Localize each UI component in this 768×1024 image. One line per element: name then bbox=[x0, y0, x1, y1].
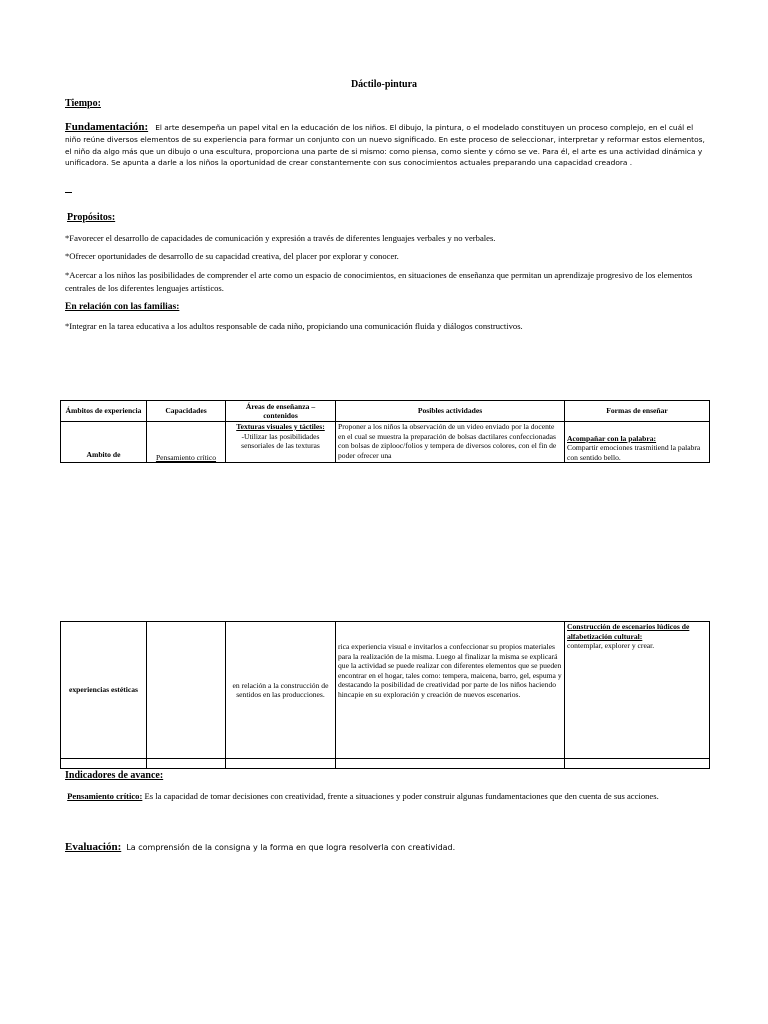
empty-cell bbox=[336, 759, 565, 769]
familias-label: En relación con las familias: bbox=[65, 302, 180, 312]
proposito-item: *Acercar a los niños las posibilidades de comprender el arte como un espacio de conocimientos, en situaciones de enseñanza que permitan un aprendizaje progresivo de los elementos centrales de los diferentes lenguajes artísticos. bbox=[65, 270, 693, 293]
propositos-label: Propósitos: bbox=[67, 212, 116, 223]
empty-cell bbox=[565, 759, 710, 769]
empty-cell bbox=[226, 759, 336, 769]
divider-dash bbox=[65, 192, 72, 193]
tiempo-label: Tiempo: bbox=[65, 98, 101, 109]
cell-capacidad bbox=[147, 622, 226, 759]
proposito-item: *Favorecer el desarrollo de capacidades de comunicación y expresión a través de diferentes lenguajes verbales y no verbales. bbox=[65, 233, 496, 243]
header-ambitos: Ámbitos de experiencia bbox=[61, 401, 147, 422]
header-capacidades: Capacidades bbox=[147, 401, 226, 422]
cell-area bbox=[226, 422, 336, 463]
empty-cell bbox=[61, 759, 147, 769]
formas-title: Acompañar con la palabra: bbox=[567, 433, 657, 443]
table-header-row bbox=[61, 401, 710, 422]
familias-text: *Integrar en la tarea educativa a los adultos responsable de cada niño, propiciando una comunicación fluida y diálogos constructivos. bbox=[65, 321, 523, 331]
header-formas: Formas de enseñar bbox=[565, 401, 710, 422]
planning-table-part2 bbox=[60, 621, 710, 769]
evaluacion-label: Evaluación: bbox=[65, 841, 122, 853]
header-areas: Áreas de enseñanza – contenidos bbox=[226, 401, 336, 422]
area-title: Texturas visuales y táctiles: bbox=[236, 422, 325, 431]
table-row bbox=[61, 622, 710, 759]
formas-title: Construcción de escenarios lúdicos de alfabetización cultural: bbox=[567, 622, 690, 641]
cell-ambito: Ambito de bbox=[61, 422, 147, 463]
evaluacion-text: La comprensión de la consigna y la forma en que logra resolverla con creatividad. bbox=[126, 843, 456, 852]
cell-capacidad: Pensamiento crítico bbox=[147, 422, 226, 463]
cell-actividades: Proponer a los niños la observación de un video enviado por la docente en el cual se muestra la preparación de bolsas dactilares confeccionadas con bolsas de ziplooc/folios y tempera de diversos colores, con el fin de poder ofrecer una bbox=[336, 422, 565, 463]
planning-table-part1 bbox=[60, 400, 710, 463]
pensamiento-critico-label: Pensamiento crítico: bbox=[67, 791, 143, 801]
cell-ambito: experiencias estéticas bbox=[61, 622, 147, 759]
fundamentacion-section bbox=[65, 122, 705, 169]
table-row bbox=[61, 759, 710, 769]
formas-text: Compartir emociones trasmitiend la palabra con sentido bello. bbox=[567, 443, 701, 462]
area-text: -Utilizar las posibilidades sensoriales de las texturas bbox=[241, 431, 320, 450]
evaluacion-section bbox=[65, 841, 710, 853]
header-actividades: Posibles actividades bbox=[336, 401, 565, 422]
fundamentacion-text: El arte desempeña un papel vital en la educación de los niños. El dibujo, la pintura, o el modelado constituyen un proceso complejo, en el cuál el niño reúne diversos elementos de su experiencia para formar un conjunto con un nuevo significado. En este proceso de seleccionar, interpretar y reformar estos elementos, el niño da algo más que un dibujo o una escultura, proporciona una parte de si mismo: como piensa, como siente y cómo se ve. Para él, el arte es una actividad dinámica y unificadora. Se apunta a darle a los niños la oportunidad de crear constantemente con sus conocimientos actuales preparando una capacidad creadora . bbox=[65, 123, 705, 168]
fundamentacion-label: Fundamentación: bbox=[65, 121, 149, 133]
pensamiento-critico-text: Es la capacidad de tomar decisiones con creatividad, frente a situaciones y poder construir algunas fundamentaciones que den cuenta de sus acciones. bbox=[144, 791, 659, 801]
formas-text: contemplar, explorer y crear. bbox=[567, 641, 655, 650]
cell-formas bbox=[565, 622, 710, 759]
pensamiento-critico-section bbox=[65, 790, 710, 802]
proposito-item: *Ofrecer oportunidades de desarrollo de su capacidad creativa, del placer por explorar y conocer. bbox=[65, 251, 399, 261]
cell-area: en relación a la construcción de sentidos en las producciones. bbox=[226, 622, 336, 759]
cell-actividades: rica experiencia visual e invitarlos a confeccionar su propios materiales para la realización de la misma. Luego al finalizar la misma se explicará que la actividad se puede realizar con diferentes elementos que se pueden encontrar en el hogar, tales como: tempera, maicena, barro, gel, espuma y destacando la posibilidad de creatividad por parte de los niños haciendo hincapie en su exploración y creación de nuevos escenarios. bbox=[336, 622, 565, 759]
table-row bbox=[61, 422, 710, 463]
indicadores-label: Indicadores de avance: bbox=[65, 770, 164, 781]
document-title: Dáctilo-pintura bbox=[350, 79, 418, 90]
cell-formas bbox=[565, 422, 710, 463]
empty-cell bbox=[147, 759, 226, 769]
